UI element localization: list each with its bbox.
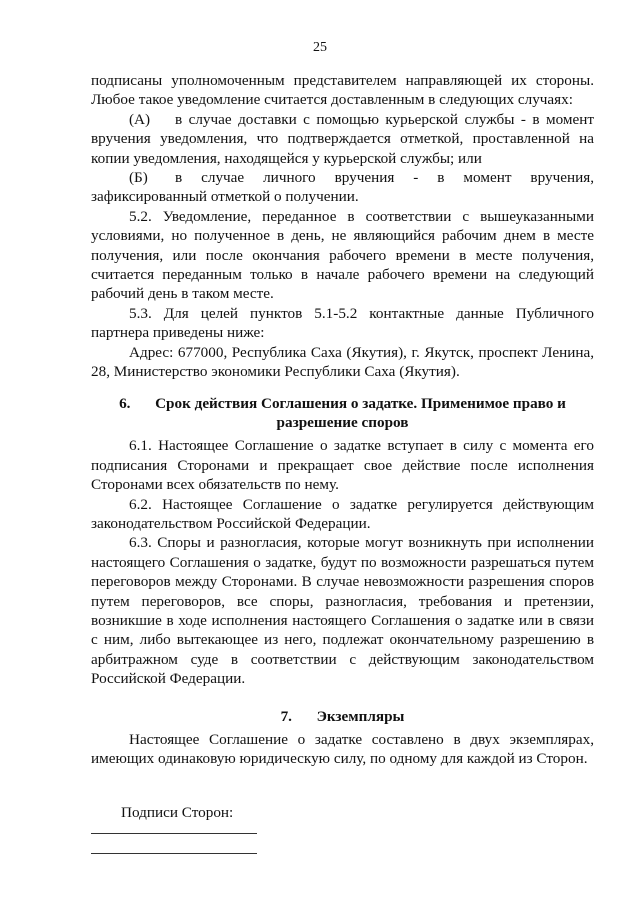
signatures-label: Подписи Сторон:	[121, 803, 234, 821]
list-item-a-text	[91, 110, 594, 168]
section-6-title: Срок действия Соглашения о задатке. Применимое право и разрешение споров	[155, 394, 566, 431]
paragraph-intro: подписаны уполномоченным представителем направляющей их стороны. Любое такое уведомление считается доставленным в следующих случаях:	[91, 72, 594, 109]
section-6-number: 6.	[119, 394, 131, 412]
section-7-heading	[91, 707, 594, 726]
list-item-a-mark: (А)	[129, 110, 151, 128]
list-item-b-mark: (Б)	[129, 169, 148, 187]
paragraph-5-3: 5.3. Для целей пунктов 5.1-5.2 контактные данные Публичного партнера приведены ниже:	[91, 304, 594, 342]
paragraph-5-2: 5.2. Уведомление, переданное в соответствии с вышеуказанными условиями, но полученное в день, не являющийся рабочим днем в месте получения, или после окончания рабочего времени в месте получения, считается переданным только в начале рабочего времени на следующий рабочий день в таком месте.	[91, 207, 594, 303]
paragraph-6-1: 6.1. Настоящее Соглашение о задатке вступает в силу с момента его подписания Сторонами и прекращает свое действие после исполнения Сторонами всех обязательств по нему.	[91, 437, 594, 494]
page-content	[91, 71, 594, 854]
paragraph-6-3: 6.3. Споры и разногласия, которые могут возникнуть при исполнении настоящего Соглашения о задатке, будут по возможности разрешаться путем переговоров между Сторонами. В случае невозможности разрешения споров путем переговоров, все споры, разногласия, требования и претензии, возникшие в ходе исполнения настоящего Соглашения о задатке или в связи с ним, либо вытекающее из него, подлежат окончательному разрешению в арбитражном суде в соответствии с действующим законодательством Российской Федерации.	[91, 534, 594, 688]
section-7-number: 7.	[280, 707, 292, 725]
list-item-a	[91, 110, 594, 168]
paragraph-address: Адрес: 677000, Республика Саха (Якутия), г. Якутск, проспект Ленина, 28, Министерство экономики Республики Саха (Якутия).	[91, 343, 594, 381]
section-7-title: Экземпляры	[316, 707, 405, 725]
list-item-b	[91, 168, 594, 207]
paragraph-6-2: 6.2. Настоящее Соглашение о задатке регулируется действующим законодательством Российской Федерации.	[91, 495, 594, 532]
list-item-a-body: в случае доставки с помощью курьерской службы - в момент вручения уведомления, что подтверждается отметкой, проставленной на копии уведомления, находящейся у курьерской службы; или	[91, 110, 594, 167]
paragraph-7: Настоящее Соглашение о задатке составлено в двух экземплярах, имеющих одинаковую юридическую силу, по одному для каждой из Сторон.	[91, 731, 594, 768]
signature-line-1	[91, 833, 257, 834]
signature-line-2	[91, 853, 257, 854]
list-item-b-body: в случае личного вручения - в момент вручения, зафиксированный отметкой о получении.	[91, 169, 594, 206]
list-item-b-text	[91, 168, 594, 207]
section-6-heading	[91, 394, 594, 433]
page-number: 25	[313, 40, 327, 55]
